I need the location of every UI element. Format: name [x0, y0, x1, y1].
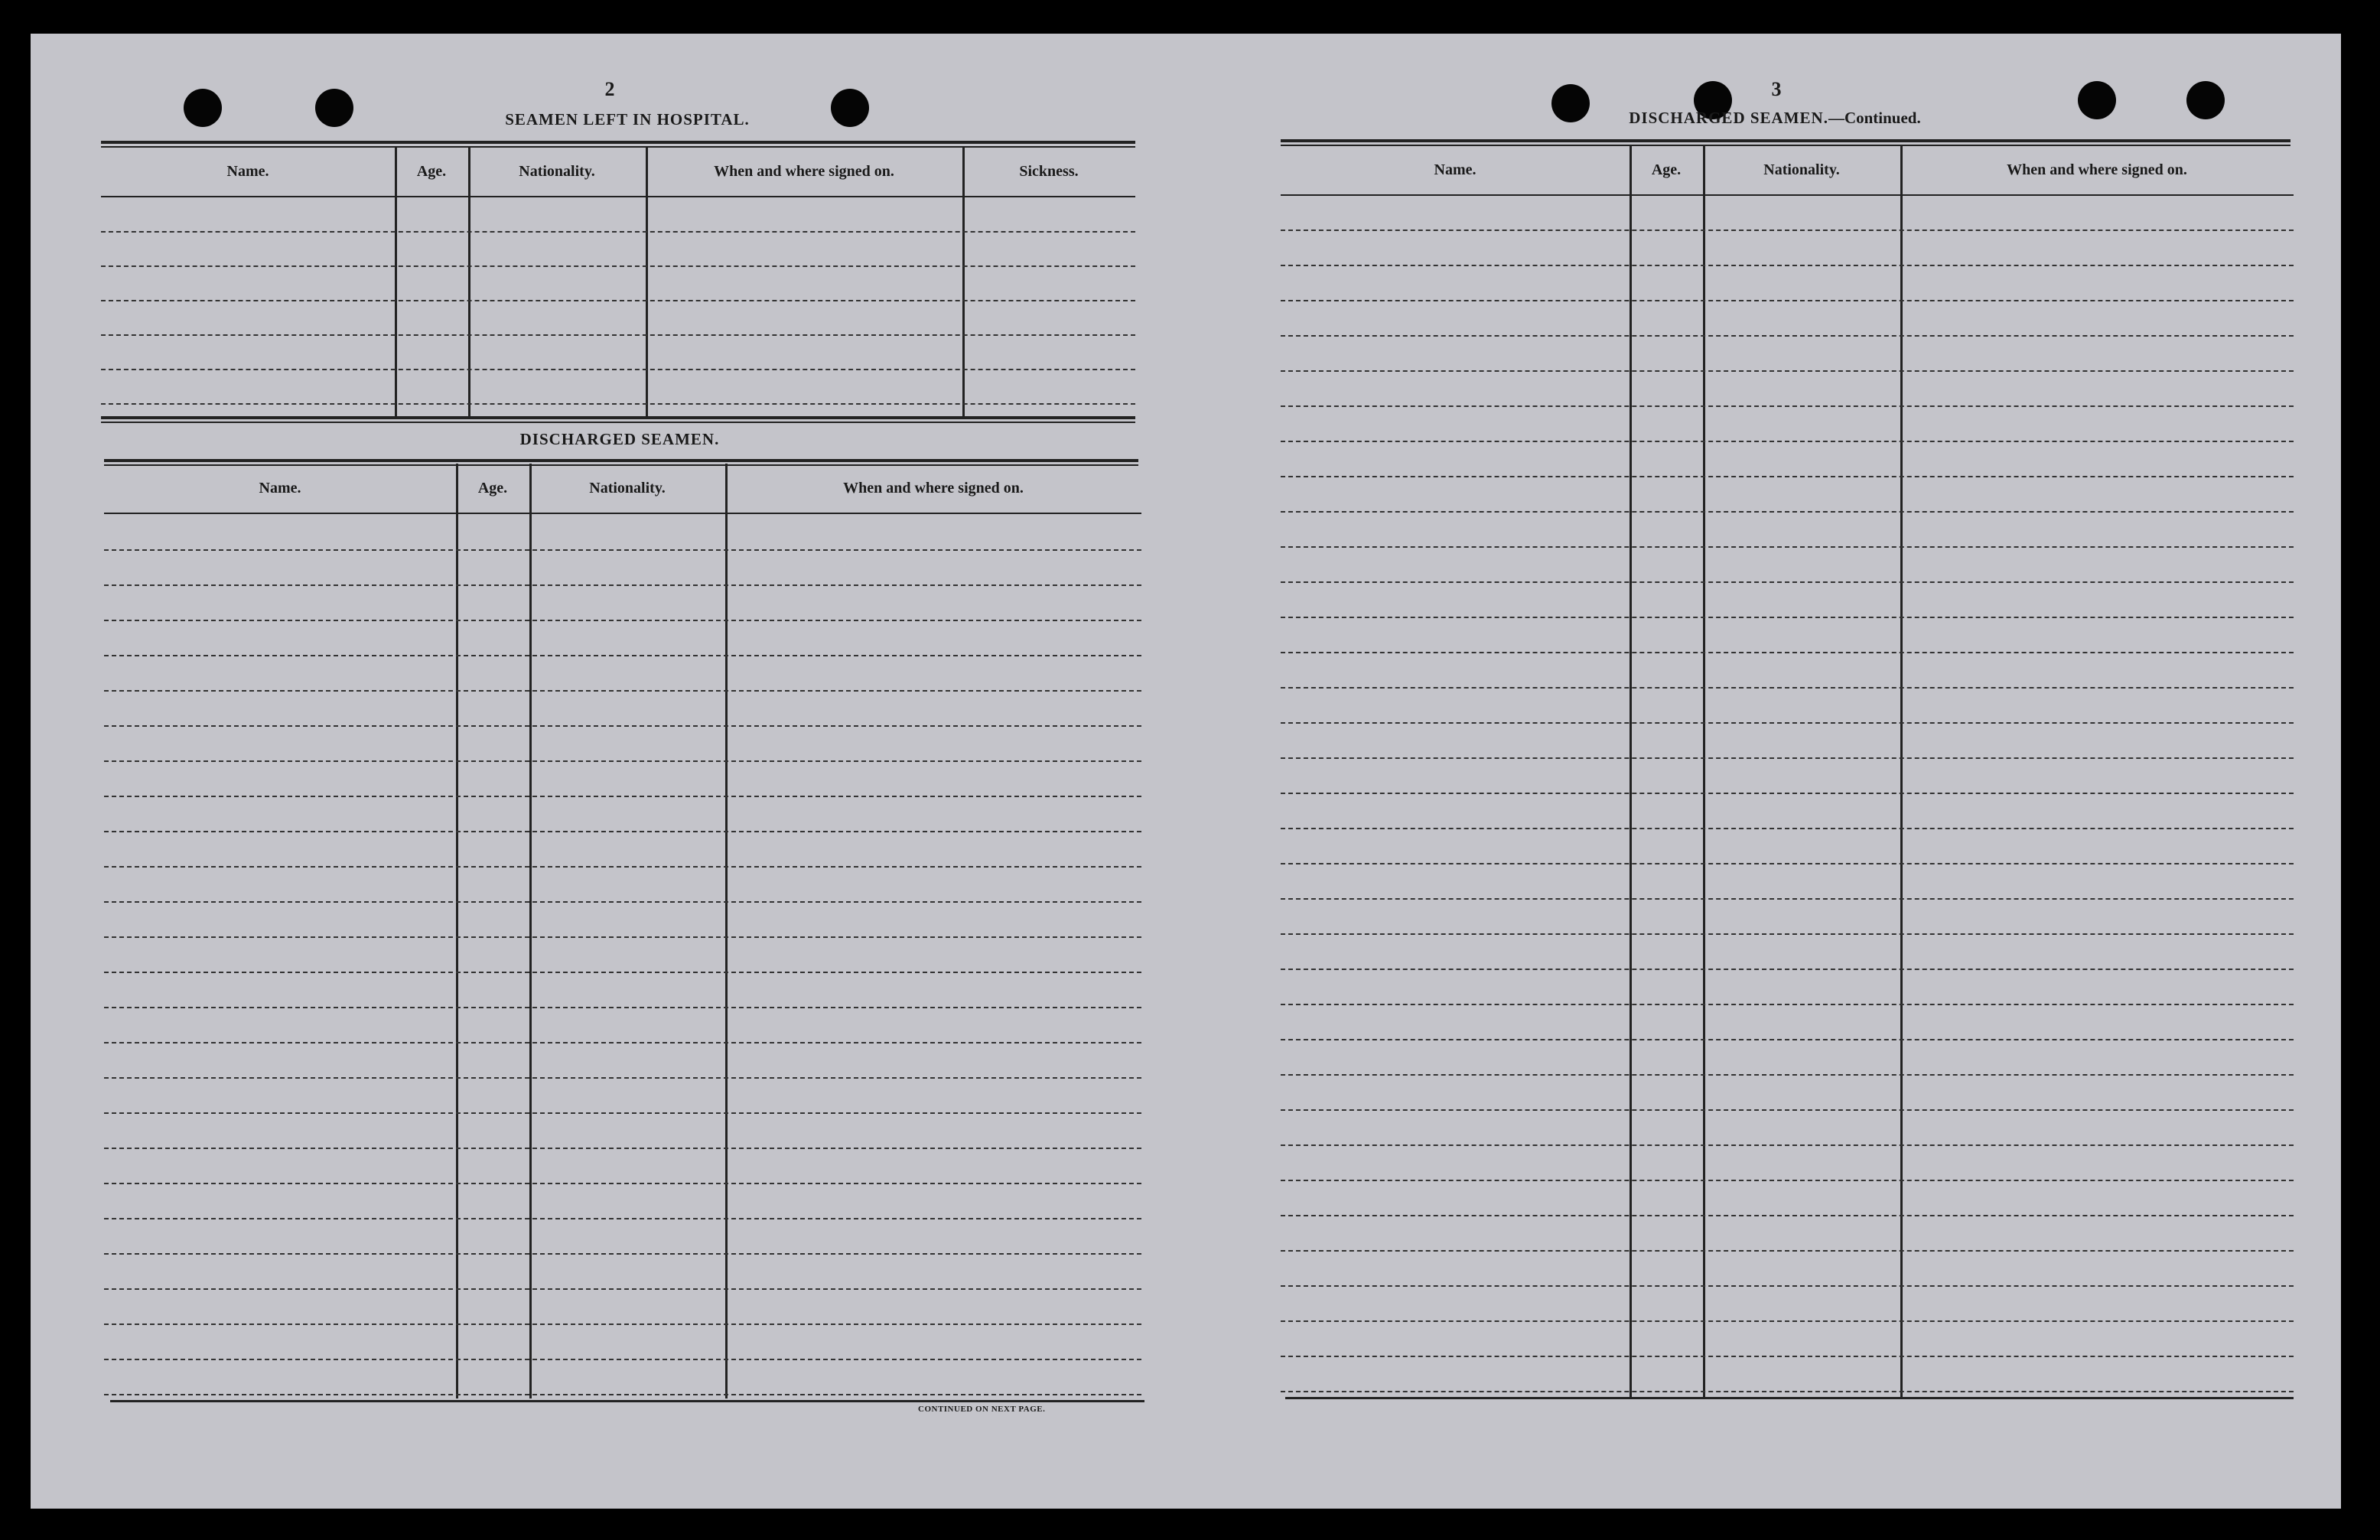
col-header-signed-on: When and where signed on. [843, 479, 1024, 497]
form-row [104, 1253, 1141, 1255]
discharged-continued-title [1591, 109, 1958, 128]
form-row [101, 369, 1135, 370]
form-row [104, 549, 1141, 551]
form-row [1281, 617, 2294, 618]
form-row [1281, 1039, 2294, 1040]
form-row [1281, 1356, 2294, 1357]
form-row [1281, 441, 2294, 442]
form-row [1281, 863, 2294, 864]
right-page [1178, 34, 2341, 1509]
form-row [104, 901, 1141, 903]
form-row [101, 300, 1135, 301]
form-row [104, 760, 1141, 762]
form-row [1281, 1391, 2294, 1392]
col-header-name: Name. [259, 479, 301, 497]
form-row [104, 655, 1141, 656]
form-row [1281, 300, 2294, 301]
form-row [1281, 1215, 2294, 1216]
form-row [1281, 828, 2294, 829]
col-header-signed-on: When and where signed on. [714, 162, 894, 180]
form-row [104, 866, 1141, 868]
form-row [1281, 476, 2294, 477]
continued-top-rule [1281, 139, 2290, 142]
form-row [104, 1288, 1141, 1290]
form-row [101, 403, 1135, 405]
left-bottom-rule [110, 1400, 1144, 1402]
right-bottom-rule [1285, 1397, 2294, 1399]
hospital-top-rule [101, 141, 1135, 144]
hospital-table [101, 147, 1135, 416]
page-number-left: 2 [604, 78, 615, 100]
form-row [1281, 1180, 2294, 1181]
page-number-right: 3 [1771, 78, 1782, 100]
form-row [104, 1042, 1141, 1043]
form-row [104, 1359, 1141, 1360]
form-row [1281, 1285, 2294, 1287]
form-row [1281, 405, 2294, 407]
form-row [101, 231, 1135, 233]
form-row [104, 1218, 1141, 1219]
discharged-continued-title-sub: —Continued. [1828, 109, 1921, 127]
col-header-nationality: Nationality. [1763, 161, 1840, 178]
form-row [104, 1394, 1141, 1395]
form-row [101, 334, 1135, 336]
discharged-continued-table [1281, 145, 2294, 1397]
form-row [1281, 757, 2294, 759]
form-row [104, 936, 1141, 938]
form-row [1281, 933, 2294, 935]
discharged-table [104, 464, 1141, 1398]
left-page [31, 34, 1178, 1509]
col-header-age: Age. [477, 479, 508, 497]
col-header-signed-on: When and where signed on. [2007, 161, 2187, 178]
form-row [104, 796, 1141, 797]
col-header-sickness: Sickness. [1019, 162, 1079, 180]
form-row [1281, 1109, 2294, 1111]
form-sheet [31, 34, 2341, 1509]
form-row [104, 1077, 1141, 1079]
form-row [104, 831, 1141, 832]
form-row [1281, 581, 2294, 583]
col-header-age: Age. [416, 162, 447, 180]
form-row [104, 690, 1141, 692]
form-row [1281, 1320, 2294, 1322]
form-row [1281, 898, 2294, 900]
form-row [1281, 335, 2294, 337]
form-row [1281, 969, 2294, 970]
form-row [101, 265, 1135, 267]
col-header-nationality: Nationality. [519, 162, 595, 180]
discharged-top-rule [104, 459, 1138, 462]
form-row [104, 1183, 1141, 1184]
form-row [1281, 265, 2294, 266]
form-row [1281, 1074, 2294, 1076]
form-row [104, 1148, 1141, 1149]
form-row [1281, 546, 2294, 548]
form-row [104, 620, 1141, 621]
form-row [104, 1323, 1141, 1325]
form-row [1281, 793, 2294, 794]
hospital-bottom-rule [101, 416, 1135, 419]
form-row [1281, 370, 2294, 372]
discharged-section-title: DISCHARGED SEAMEN. [519, 430, 720, 448]
form-row [1281, 722, 2294, 724]
form-row [1281, 230, 2294, 231]
form-row [1281, 1004, 2294, 1005]
form-row [1281, 1250, 2294, 1252]
form-row [104, 1112, 1141, 1114]
hospital-section-title: SEAMEN LEFT IN HOSPITAL. [505, 110, 750, 129]
form-row [104, 972, 1141, 973]
col-header-nationality: Nationality. [589, 479, 666, 497]
continued-footnote: CONTINUED ON NEXT PAGE. [918, 1405, 1046, 1414]
col-header-name: Name. [1434, 161, 1477, 178]
form-row [1281, 511, 2294, 513]
form-row [104, 725, 1141, 727]
form-row [104, 584, 1141, 586]
form-row [1281, 652, 2294, 653]
form-row [1281, 687, 2294, 689]
col-header-name: Name. [226, 162, 269, 180]
form-row [1281, 1144, 2294, 1146]
form-row [104, 1007, 1141, 1008]
col-header-age: Age. [1651, 161, 1682, 178]
discharged-continued-title-main: DISCHARGED SEAMEN. [1629, 109, 1828, 127]
